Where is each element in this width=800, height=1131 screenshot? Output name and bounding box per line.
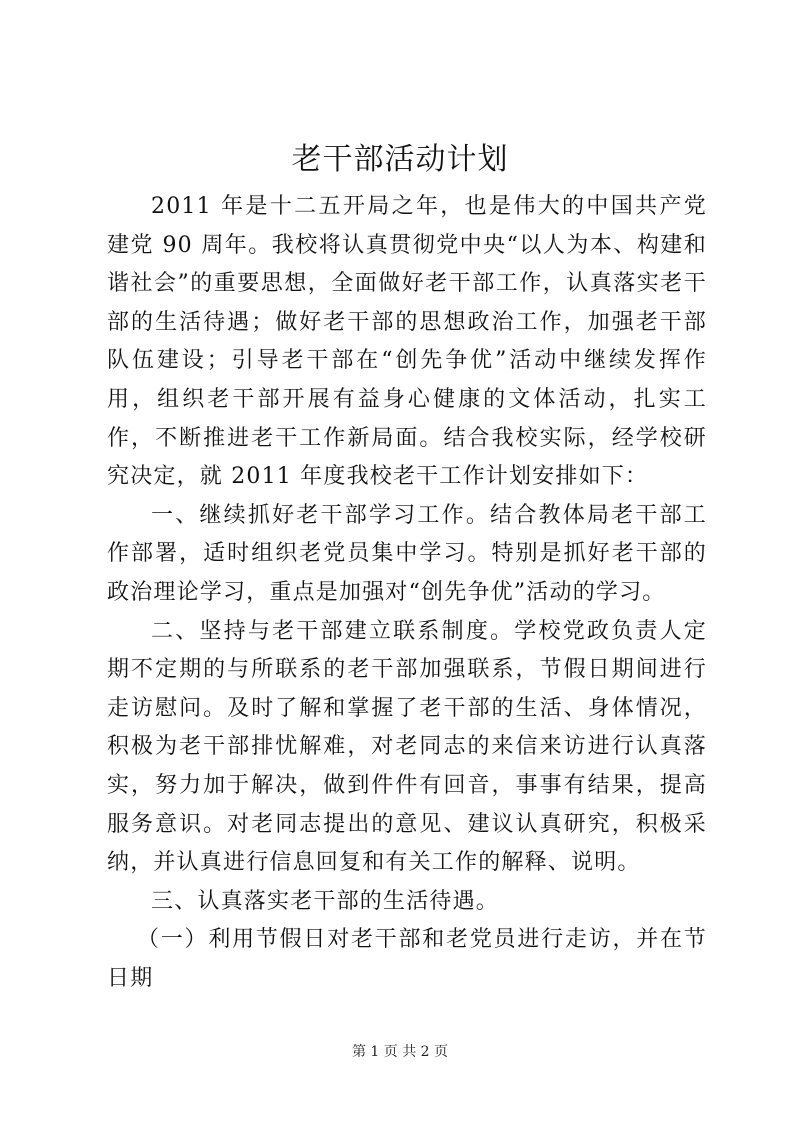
paragraph-intro: 2011 年是十二五开局之年，也是伟大的中国共产党建党 90 周年。我校将认真贯彻党中央“以人为本、构建和谐社会”的重要思想，全面做好老干部工作，认真落实老干部的生活待遇；做好老干部的思想政治工作，加强老干部队伍建设；引导老干部在“创先争优”活动中继续发挥作用，组织老干部开展有益身心健康的文体活动，扎实工作，不断推进老干工作新局面。结合我校实际，经学校研究决定，就 2011 年度我校老干工作计划安排如下： <box>107 194 707 490</box>
page-number-label: 第 1 页 共 2 页 <box>351 1044 449 1060</box>
paragraph-study: 一、继续抓好老干部学习工作。结合教体局老干部工作部署，适时组织老党员集中学习。特别是抓好老干部的政治理论学习，重点是加强对“创先争优”活动的学习。 <box>107 502 707 605</box>
page-footer <box>0 1042 800 1062</box>
paragraph-benefits-item-1: （一）利用节假日对老干部和老党员进行走访，并在节日期 <box>107 927 707 991</box>
paragraph-benefits-heading: 三、认真落实老干部的生活待遇。 <box>151 888 500 914</box>
document-title: 老干部活动计划 <box>291 142 509 177</box>
paragraph-contact: 二、坚持与老干部建立联系制度。学校党政负责人定期不定期的与所联系的老干部加强联系，节假日期间进行走访慰问。及时了解和掌握了老干部的生活、身体情况，积极为老干部排忧解难，对老同志的来信来访进行认真落实，努力加于解决，做到件件有回音，事事有结果，提高服务意识。对老同志提出的意见、建议认真研究，积极采纳，并认真进行信息回复和有关工作的解释、说明。 <box>107 618 707 876</box>
document-body <box>107 188 707 998</box>
